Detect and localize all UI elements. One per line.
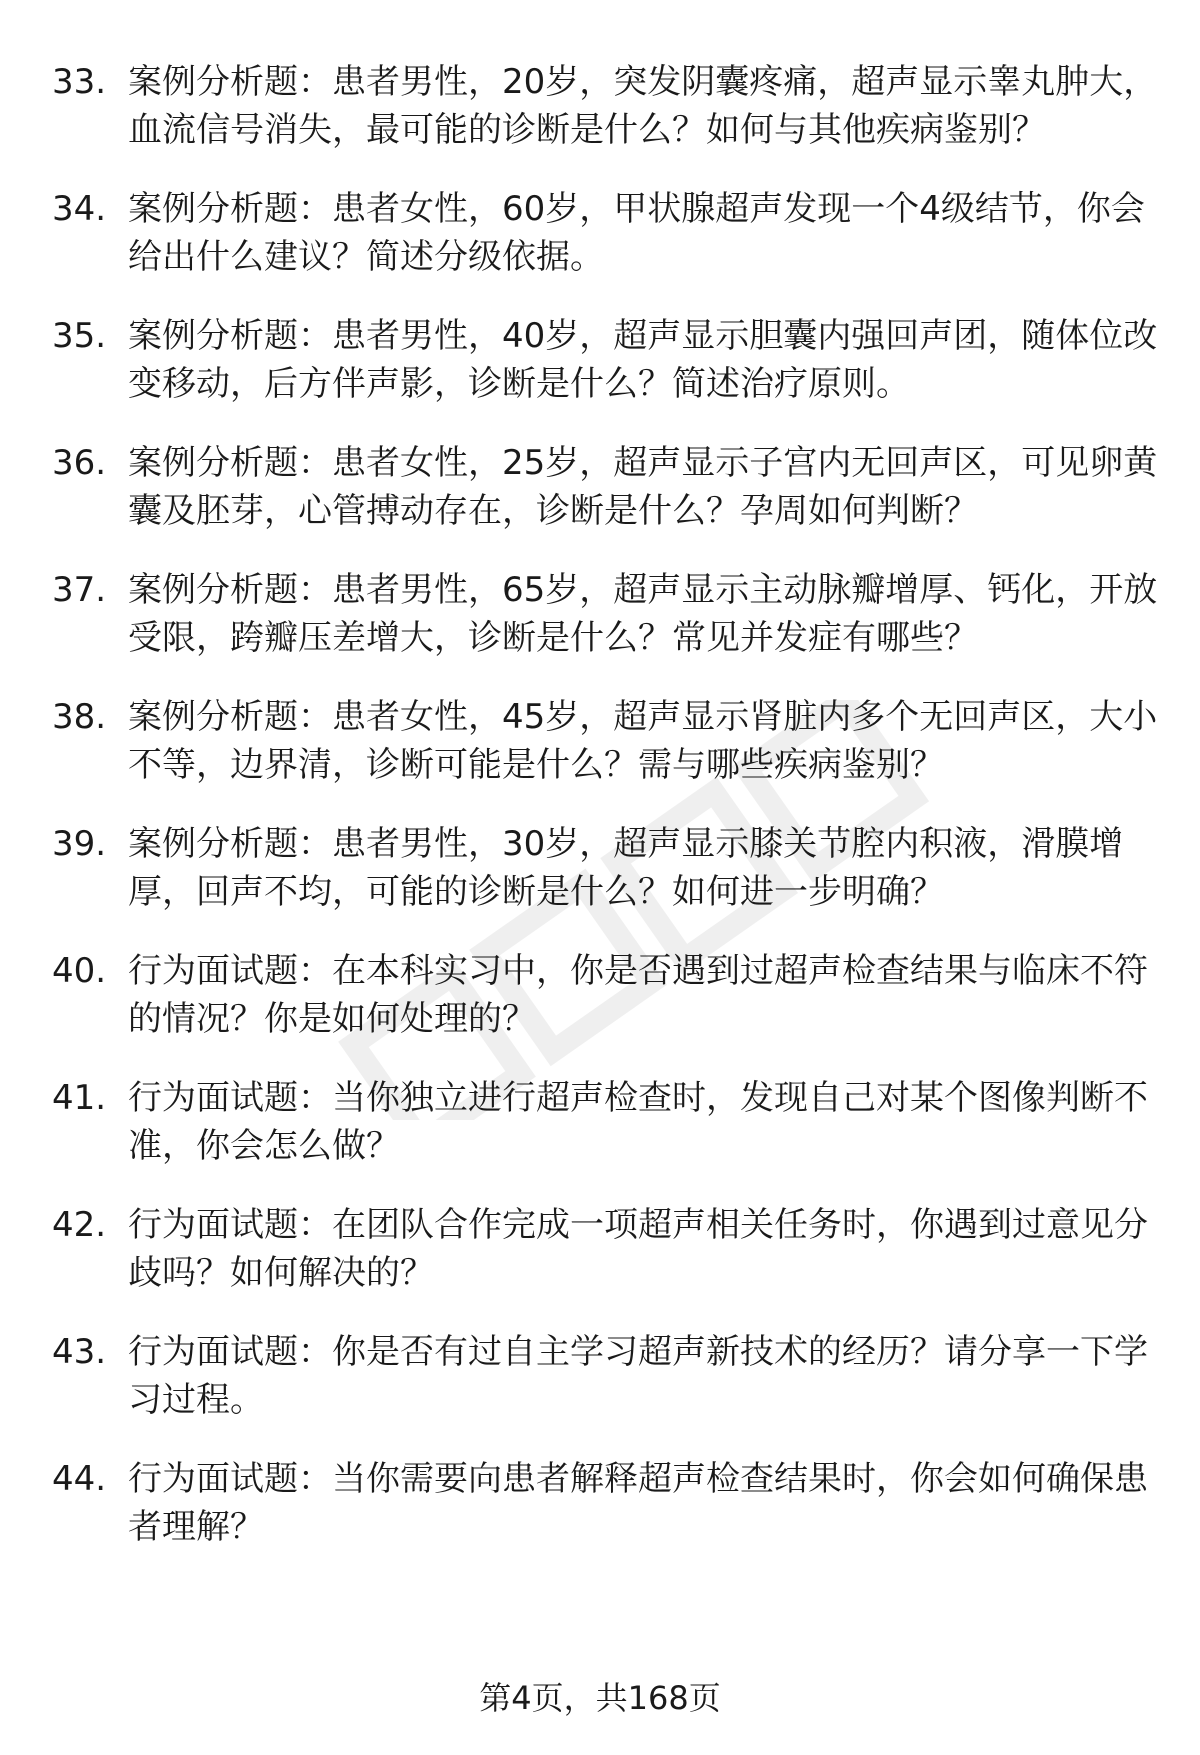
question-item [52,312,1162,408]
question-number: 36. [52,443,107,483]
question-number: 37. [52,570,107,610]
question-text: 行为面试题：当你独立进行超声检查时，发现自己对某个图像判断不准，你会怎么做？ [128,1078,1148,1166]
question-item [52,947,1162,1043]
question-number: 44. [52,1459,107,1499]
question-text: 行为面试题：在本科实习中，你是否遇到过超声检查结果与临床不符的情况？你是如何处理的？ [128,951,1148,1039]
question-item [52,439,1162,535]
question-text: 案例分析题：患者男性，20岁，突发阴囊疼痛，超声显示睾丸肿大，血流信号消失，最可能的诊断是什么？如何与其他疾病鉴别？ [128,62,1158,150]
question-item [52,185,1162,281]
question-item [52,58,1162,154]
question-text: 案例分析题：患者男性，65岁，超声显示主动脉瓣增厚、钙化，开放受限，跨瓣压差增大，诊断是什么？常见并发症有哪些？ [128,570,1158,658]
question-number: 38. [52,697,107,737]
page-number-label: 第4页，共168页 [479,1679,721,1717]
question-text: 行为面试题：在团队合作完成一项超声相关任务时，你遇到过意见分歧吗？如何解决的？ [128,1205,1148,1293]
question-item [52,1074,1162,1170]
question-text: 行为面试题：你是否有过自主学习超声新技术的经历？请分享一下学习过程。 [128,1332,1148,1420]
question-text: 案例分析题：患者男性，30岁，超声显示膝关节腔内积液，滑膜增厚，回声不均，可能的诊断是什么？如何进一步明确？ [128,824,1124,912]
question-item [52,693,1162,789]
question-text: 案例分析题：患者女性，45岁，超声显示肾脏内多个无回声区，大小不等，边界清，诊断可能是什么？需与哪些疾病鉴别？ [128,697,1158,785]
question-item [52,1328,1162,1424]
question-number: 33. [52,62,107,102]
question-number: 41. [52,1078,107,1118]
page-footer [0,1676,1200,1720]
question-number: 35. [52,316,107,356]
question-number: 43. [52,1332,107,1372]
question-item [52,820,1162,916]
question-item [52,1455,1162,1551]
question-number: 42. [52,1205,107,1245]
question-number: 40. [52,951,107,991]
question-text: 案例分析题：患者男性，40岁，超声显示胆囊内强回声团，随体位改变移动，后方伴声影，诊断是什么？简述治疗原则。 [128,316,1158,404]
question-item [52,1201,1162,1297]
question-text: 案例分析题：患者女性，60岁，甲状腺超声发现一个4级结节，你会给出什么建议？简述分级依据。 [128,189,1145,277]
question-number: 34. [52,189,107,229]
question-text: 案例分析题：患者女性，25岁，超声显示子宫内无回声区，可见卵黄囊及胚芽，心管搏动存在，诊断是什么？孕周如何判断？ [128,443,1158,531]
question-item [52,566,1162,662]
question-list [52,58,1162,1582]
question-number: 39. [52,824,107,864]
question-text: 行为面试题：当你需要向患者解释超声检查结果时，你会如何确保患者理解？ [128,1459,1148,1547]
